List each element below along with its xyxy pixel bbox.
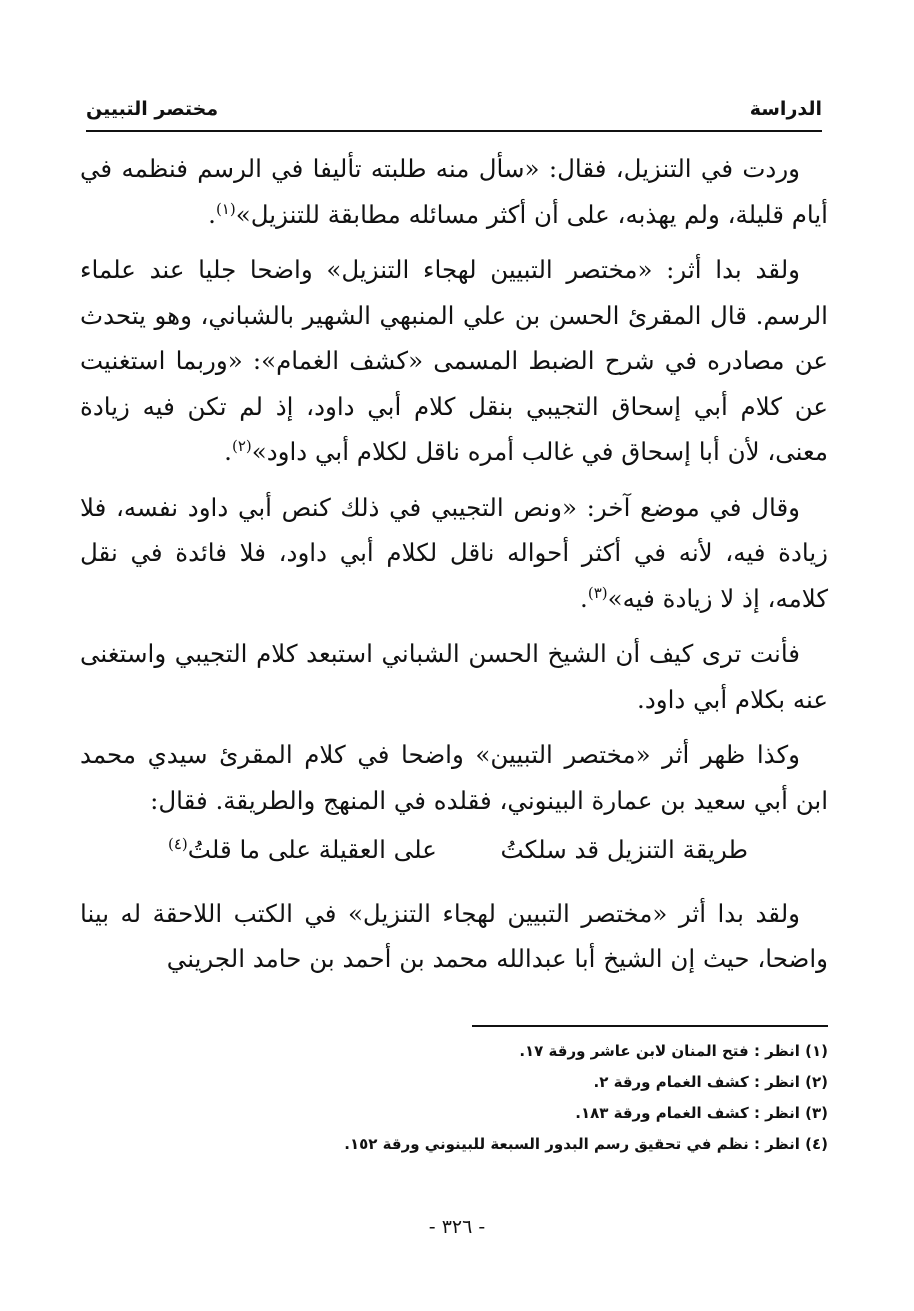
paragraph-end: . bbox=[208, 199, 216, 229]
paragraph bbox=[80, 146, 828, 237]
footnote-marker: (٤) bbox=[168, 834, 188, 853]
footnote-text: انظر : كشف الغمام ورقة ٢. bbox=[593, 1073, 800, 1091]
verse-second-hemistich: على العقيلة على ما قلتُ$^{(٤)}$ bbox=[168, 834, 437, 864]
footnote bbox=[92, 1129, 828, 1160]
footnote-text: انظر : كشف الغمام ورقة ١٨٣. bbox=[575, 1104, 800, 1122]
header-section-title: الدراسة bbox=[749, 98, 822, 120]
paragraph-text: ولقد بدا أثر «مختصر التبيين لهجاء التنزيل» في الكتب اللاحقة له بينا واضحا، حيث إن الشيخ أبا عبدالله محمد بن أحمد بن حامد الجريني bbox=[80, 898, 828, 973]
paragraph-text: فأنت ترى كيف أن الشيخ الحسن الشباني استبعد كلام التجيبي واستغنى عنه بكلام أبي داود. bbox=[80, 639, 828, 714]
main-text bbox=[80, 146, 828, 992]
page-number: - ٣٢٦ - bbox=[428, 1216, 486, 1238]
header-book-title: مختصر التبيين bbox=[86, 98, 219, 120]
paragraph-text: وقال في موضع آخر: «ونص التجيبي في ذلك كنص أبي داود نفسه، فلا زيادة فيه، لأنه في أكثر أحواله ناقل لكلام أبي داود، فلا فائدة في نقل كلامه، إذ لا زيادة فيه» bbox=[80, 492, 828, 613]
header-divider bbox=[86, 130, 822, 132]
paragraph bbox=[80, 732, 828, 823]
footnote-number: (٤) bbox=[805, 1135, 828, 1153]
footnote bbox=[92, 1067, 828, 1098]
paragraph bbox=[80, 247, 828, 475]
paragraph bbox=[80, 485, 828, 622]
footnote-number: (١) bbox=[805, 1042, 828, 1060]
footnote-marker: (١) bbox=[215, 199, 236, 218]
footnote-divider bbox=[472, 1025, 828, 1027]
poetry-verse bbox=[80, 827, 828, 873]
running-header bbox=[86, 86, 822, 120]
footnote-text: انظر : فتح المنان لابن عاشر ورقة ١٧. bbox=[519, 1042, 800, 1060]
footnotes bbox=[92, 1036, 828, 1160]
paragraph bbox=[80, 891, 828, 982]
paragraph-text: وكذا ظهر أثر «مختصر التبيين» واضحا في كلام المقرئ سيدي محمد ابن أبي سعيد بن عمارة البينوني، فقلده في المنهج والطريقة. فقال: bbox=[80, 740, 828, 815]
footnote-text: انظر : نظم في تحقيق رسم البدور السبعة للبينوني ورقة ١٥٢. bbox=[344, 1135, 800, 1153]
paragraph bbox=[80, 631, 828, 722]
footnote bbox=[92, 1098, 828, 1129]
footnote-number: (٢) bbox=[805, 1073, 828, 1091]
paragraph-text: وردت في التنزيل، فقال: «سأل منه طلبته تأليفا في الرسم فنظمه في أيام قليلة، ولم يهذبه، على أن أكثر مسائله مطابقة للتنزيل» bbox=[80, 154, 828, 229]
paragraph-text: ولقد بدا أثر: «مختصر التبيين لهجاء التنزيل» واضحا جليا عند علماء الرسم. قال المقرئ الحسن بن علي المنبهي الشهير بالشباني، وهو يتحدث عن مصادره في شرح الضبط المسمى «كشف الغمام»: «وربما استغنيت عن كلام أبي إسحاق التجيبي بنقل كلام أبي داود، إذ لم تكن فيه زيادة معنى، لأن أبا إسحاق في غالب أمره ناقل لكلام أبي داود» bbox=[80, 255, 828, 466]
paragraph-end: . bbox=[580, 583, 588, 613]
footnote-marker: (٢) bbox=[231, 436, 252, 455]
footnote-number: (٣) bbox=[805, 1104, 828, 1122]
paragraph-end: . bbox=[224, 437, 232, 466]
footnote-marker: (٣) bbox=[587, 583, 608, 602]
verse-first-hemistich: طريقة التنزيل قد سلكتُ bbox=[500, 835, 748, 864]
footnote bbox=[92, 1036, 828, 1067]
